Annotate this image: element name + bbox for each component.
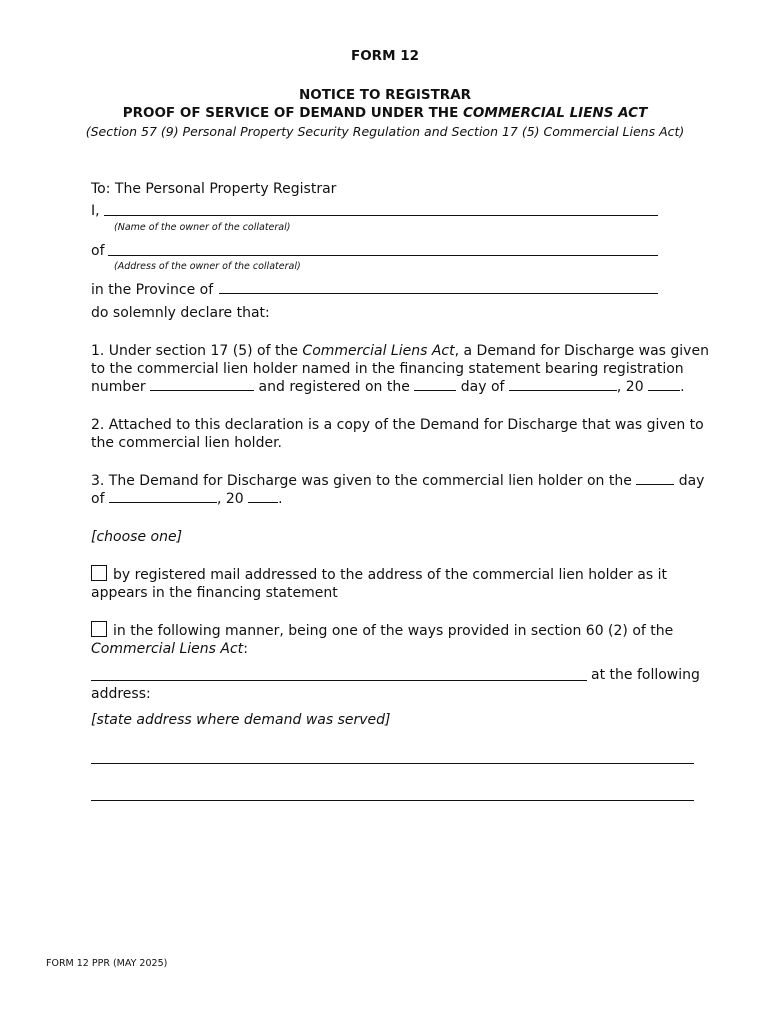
option-other-manner [91,621,731,658]
form-subtitle: (Section 57 (9) Personal Property Security Regulation and Section 17 (5) Commercial Liens Act) [85,124,685,139]
form-title: NOTICE TO REGISTRAR [298,87,472,103]
registered-on-label: and registered on the [258,379,410,395]
i-label: I, [91,203,100,219]
registered-mail-checkbox[interactable] [91,565,107,581]
day-of-label: day of [460,379,505,395]
form-title-line2 [0,105,770,121]
paragraph-1-line1 [91,342,721,360]
paragraph-1 [91,342,721,396]
province-label: in the Province of [91,282,214,298]
paragraph-1-line2: to the commercial lien holder named in the financing statement bearing registration [91,361,684,377]
at-following-label: at the following [591,667,700,683]
option-2-text: in the following manner, being one of the ways provided in section 60 (2) of the [113,623,674,639]
of-label: of [91,243,105,259]
option-2-line2 [91,640,731,658]
paragraph-2-line2: the commercial lien holder. [91,435,282,451]
option-2-line1 [91,621,731,640]
paragraph-2 [91,416,731,452]
manner-field[interactable] [91,680,587,681]
title-prefix: PROOF OF SERVICE OF DEMAND UNDER THE [122,105,464,121]
title-act: COMMERCIAL LIENS ACT [463,105,648,121]
paragraph-3 [91,472,731,508]
owner-address-field[interactable] [108,255,658,256]
given-month-field[interactable] [109,502,217,503]
registration-month-field[interactable] [509,390,617,391]
comma-20-label-p3: , 20 [216,491,244,507]
served-address-line-2[interactable] [91,800,694,801]
registration-year-field[interactable] [648,390,680,391]
owner-name-hint: (Name of the owner of the collateral) [114,222,291,233]
p1-rest: , a Demand for Discharge was given [454,343,709,359]
declare-text: do solemnly declare that: [91,305,270,321]
served-address-line-1[interactable] [91,763,694,764]
choose-one-instruction: [choose one] [91,529,183,545]
paragraph-3-line1 [91,472,731,490]
period-p3: . [278,491,283,507]
form-number: FORM 12 [350,48,419,64]
registration-number-field[interactable] [150,390,254,391]
option-1-line2: appears in the financing statement [91,585,338,601]
other-manner-checkbox[interactable] [91,621,107,637]
period: . [680,379,685,395]
address-label: address: [91,686,151,702]
paragraph-1-line3 [91,378,721,396]
option-1-text: by registered mail addressed to the address of the commercial lien holder as it [113,567,667,583]
option-2-colon: : [243,641,248,657]
comma-20-label: , 20 [616,379,644,395]
province-field[interactable] [219,293,658,294]
option-registered-mail [91,565,731,602]
of-label-p3: of [91,491,105,507]
option-1-line1 [91,565,731,584]
state-address-instruction: [state address where demand was served] [91,712,391,728]
given-day-field[interactable] [636,484,674,485]
footer-form-id: FORM 12 PPR (MAY 2025) [46,958,168,969]
paragraph-2-line1: 2. Attached to this declaration is a copy of the Demand for Discharge that was given to [91,417,704,433]
option-2-act: Commercial Liens Act [91,641,244,657]
number-label: number [91,379,146,395]
paragraph-3-line2 [91,490,731,508]
given-year-field[interactable] [248,502,278,503]
owner-name-field[interactable] [104,215,658,216]
to-registrar: To: The Personal Property Registrar [91,181,337,197]
owner-address-hint: (Address of the owner of the collateral) [114,261,301,272]
p1-prefix: 1. Under section 17 (5) of the [91,343,303,359]
day-label: day [678,473,705,489]
p1-act: Commercial Liens Act [302,343,455,359]
p3-text: 3. The Demand for Discharge was given to the commercial lien holder on the [91,473,632,489]
registration-day-field[interactable] [414,390,456,391]
